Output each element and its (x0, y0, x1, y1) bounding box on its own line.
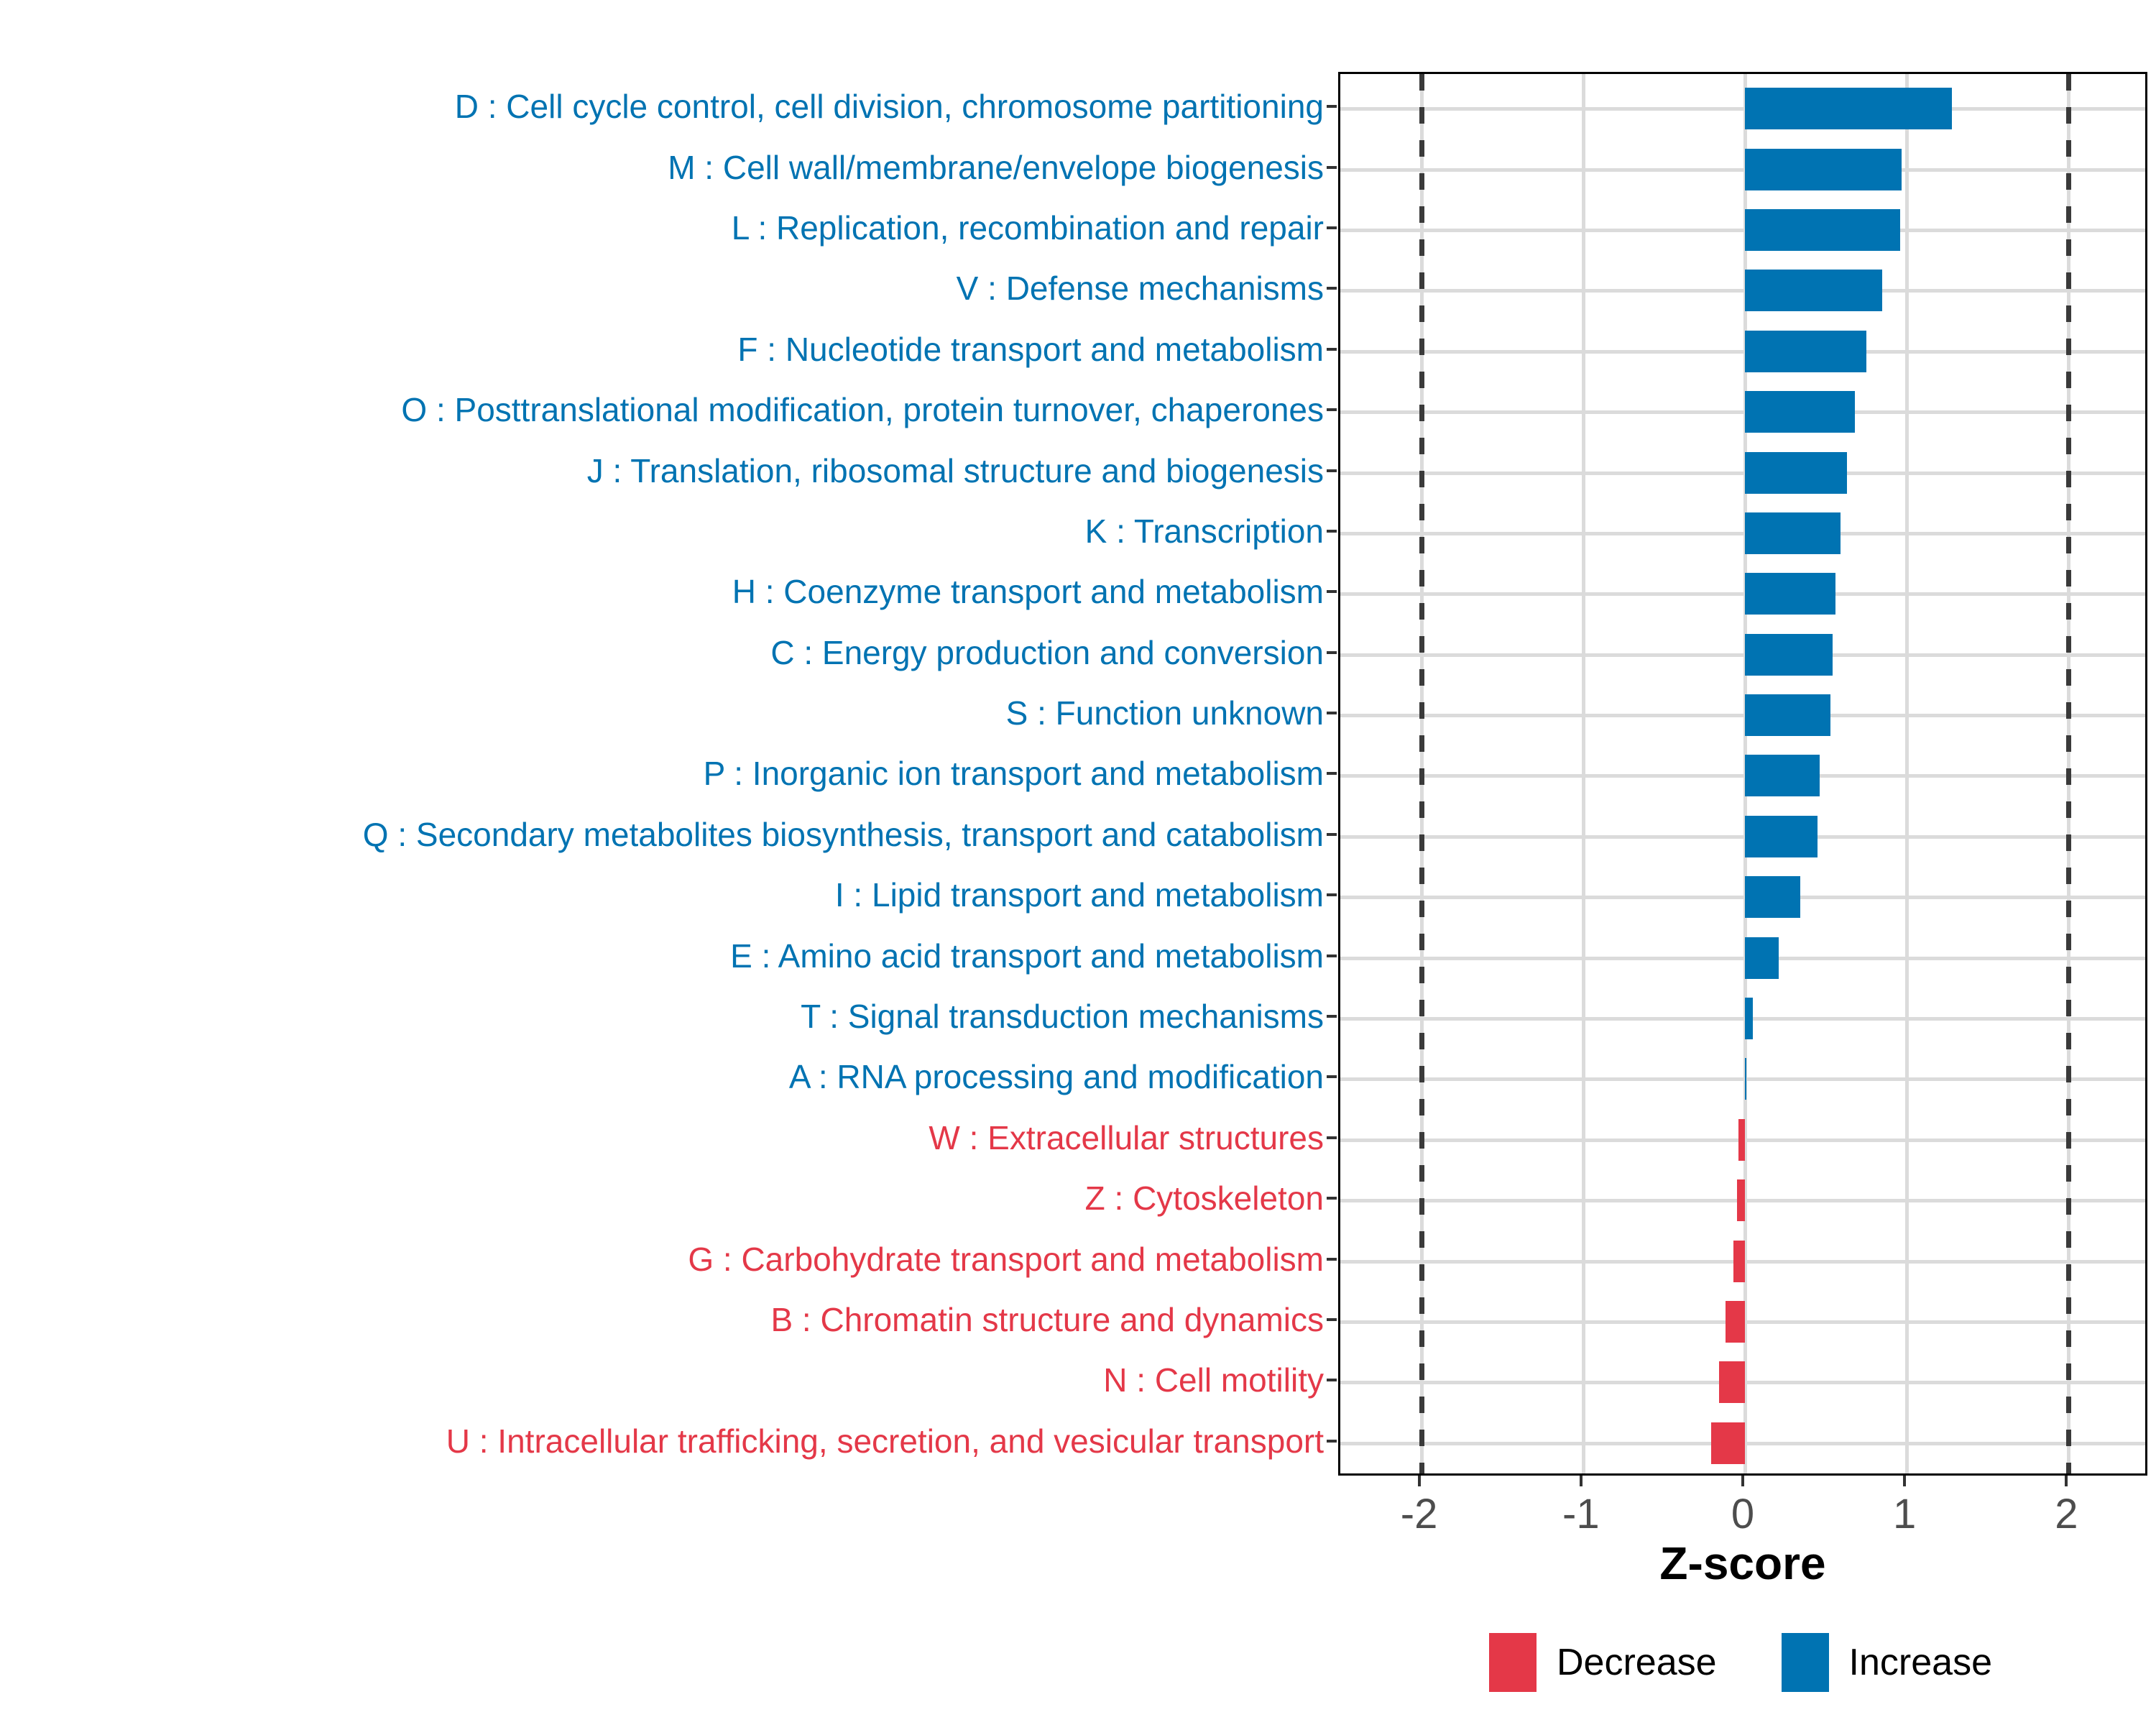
y-gridline (1340, 532, 2145, 535)
legend (1489, 1633, 1992, 1692)
category-label-P: P : Inorganic ion transport and metabolism (703, 755, 1324, 793)
category-label-A: A : RNA processing and modification (788, 1058, 1324, 1096)
y-tick (1327, 1440, 1337, 1443)
category-label-L: L : Replication, recombination and repair (731, 209, 1324, 247)
y-tick (1327, 348, 1337, 351)
legend-item-decrease (1489, 1633, 1717, 1692)
x-axis-title: Z-score (1659, 1537, 1826, 1589)
zscore-bar-S (1745, 694, 1830, 736)
x-tick (1418, 1476, 1421, 1486)
category-label-E: E : Amino acid transport and metabolism (730, 937, 1324, 975)
category-label-D: D : Cell cycle control, cell division, chromosome partitioning (454, 88, 1324, 126)
y-gridline (1340, 472, 2145, 475)
y-tick (1327, 1197, 1337, 1200)
y-gridline (1340, 350, 2145, 354)
x-tick (1903, 1476, 1906, 1486)
zscore-bar-E (1745, 937, 1779, 979)
y-tick (1327, 954, 1337, 957)
category-label-I: I : Lipid transport and metabolism (834, 876, 1324, 914)
x-tick-label: -1 (1562, 1491, 1600, 1537)
zscore-bar-T (1745, 998, 1753, 1039)
zscore-bar-W (1738, 1119, 1745, 1161)
y-gridline (1340, 774, 2145, 778)
y-gridline (1340, 592, 2145, 596)
y-tick (1327, 893, 1337, 896)
y-tick (1327, 226, 1337, 229)
y-gridline (1340, 229, 2145, 232)
category-label-B: B : Chromatin structure and dynamics (770, 1300, 1324, 1338)
y-gridline (1340, 1017, 2145, 1021)
category-label-T: T : Signal transduction mechanisms (801, 998, 1324, 1035)
y-tick (1327, 105, 1337, 108)
zscore-bar-N (1719, 1361, 1745, 1403)
zscore-bar-H (1745, 573, 1835, 615)
y-tick (1327, 1379, 1337, 1381)
zscore-bar-J (1745, 452, 1847, 494)
zscore-bar-A (1745, 1058, 1746, 1100)
reference-line (1419, 74, 1424, 1473)
y-gridline (1340, 289, 2145, 293)
y-gridline (1340, 653, 2145, 657)
category-label-V: V : Defense mechanisms (956, 270, 1324, 308)
increase-swatch (1782, 1633, 1829, 1692)
zscore-bar-C (1745, 634, 1833, 676)
y-gridline (1340, 168, 2145, 172)
zscore-bar-M (1745, 149, 1902, 190)
y-gridline (1340, 835, 2145, 839)
x-tick-label: -2 (1400, 1491, 1438, 1537)
zscore-bar-P (1745, 755, 1820, 796)
y-tick (1327, 590, 1337, 593)
zscore-bar-L (1745, 209, 1900, 251)
zscore-bar-V (1745, 270, 1882, 311)
category-label-C: C : Energy production and conversion (770, 633, 1324, 671)
category-label-Q: Q : Secondary metabolites biosynthesis, transport and catabolism (362, 815, 1324, 853)
category-label-W: W : Extracellular structures (929, 1118, 1324, 1156)
zscore-bar-Z (1737, 1179, 1745, 1221)
y-tick (1327, 1015, 1337, 1018)
plot-panel (1338, 72, 2147, 1476)
zscore-bar-F (1745, 331, 1866, 372)
zscore-bar-B (1726, 1301, 1745, 1343)
category-label-G: G : Carbohydrate transport and metabolism (688, 1240, 1324, 1278)
x-tick-label: 0 (1731, 1491, 1755, 1537)
y-tick (1327, 772, 1337, 775)
y-gridline (1340, 1077, 2145, 1081)
y-tick (1327, 287, 1337, 290)
y-tick (1327, 1318, 1337, 1321)
category-label-F: F : Nucleotide transport and metabolism (737, 330, 1324, 368)
y-tick (1327, 651, 1337, 654)
decrease-swatch (1489, 1633, 1537, 1692)
reference-line (2066, 74, 2071, 1473)
category-label-O: O : Posttranslational modification, protein turnover, chaperones (401, 391, 1324, 429)
x-tick-label: 2 (2055, 1491, 2078, 1537)
y-gridline (1340, 410, 2145, 414)
y-tick (1327, 1258, 1337, 1261)
category-label-N: N : Cell motility (1103, 1361, 1324, 1399)
y-gridline (1340, 957, 2145, 960)
zscore-bar-O (1745, 391, 1855, 433)
category-label-Z: Z : Cytoskeleton (1084, 1179, 1324, 1218)
y-tick (1327, 166, 1337, 169)
y-tick (1327, 408, 1337, 411)
x-tick-label: 1 (1893, 1491, 1917, 1537)
category-label-K: K : Transcription (1084, 512, 1324, 550)
category-label-S: S : Function unknown (1005, 694, 1324, 732)
category-label-H: H : Coenzyme transport and metabolism (732, 573, 1324, 611)
y-tick (1327, 1075, 1337, 1078)
category-label-U: U : Intracellular trafficking, secretion, and vesicular transport (446, 1422, 1324, 1460)
x-tick (1580, 1476, 1583, 1486)
zscore-bar-K (1745, 512, 1841, 554)
y-tick (1327, 833, 1337, 836)
category-label-M: M : Cell wall/membrane/envelope biogenesis (668, 148, 1324, 186)
zscore-bar-G (1733, 1241, 1745, 1282)
y-tick (1327, 469, 1337, 472)
increase-label: Increase (1848, 1642, 1992, 1683)
category-label-J: J : Translation, ribosomal structure and biogenesis (586, 451, 1324, 489)
x-tick (2065, 1476, 2068, 1486)
zscore-bar-I (1745, 876, 1800, 918)
y-gridline (1340, 107, 2145, 111)
zscore-bar-D (1745, 88, 1952, 129)
y-gridline (1340, 714, 2145, 717)
decrease-label: Decrease (1556, 1642, 1717, 1683)
y-tick (1327, 530, 1337, 533)
zscore-bar-Q (1745, 816, 1818, 857)
x-tick (1741, 1476, 1744, 1486)
zscore-bar-U (1711, 1422, 1745, 1464)
y-gridline (1340, 896, 2145, 899)
y-tick (1327, 1136, 1337, 1139)
y-tick (1327, 712, 1337, 714)
legend-item-increase (1782, 1633, 1992, 1692)
